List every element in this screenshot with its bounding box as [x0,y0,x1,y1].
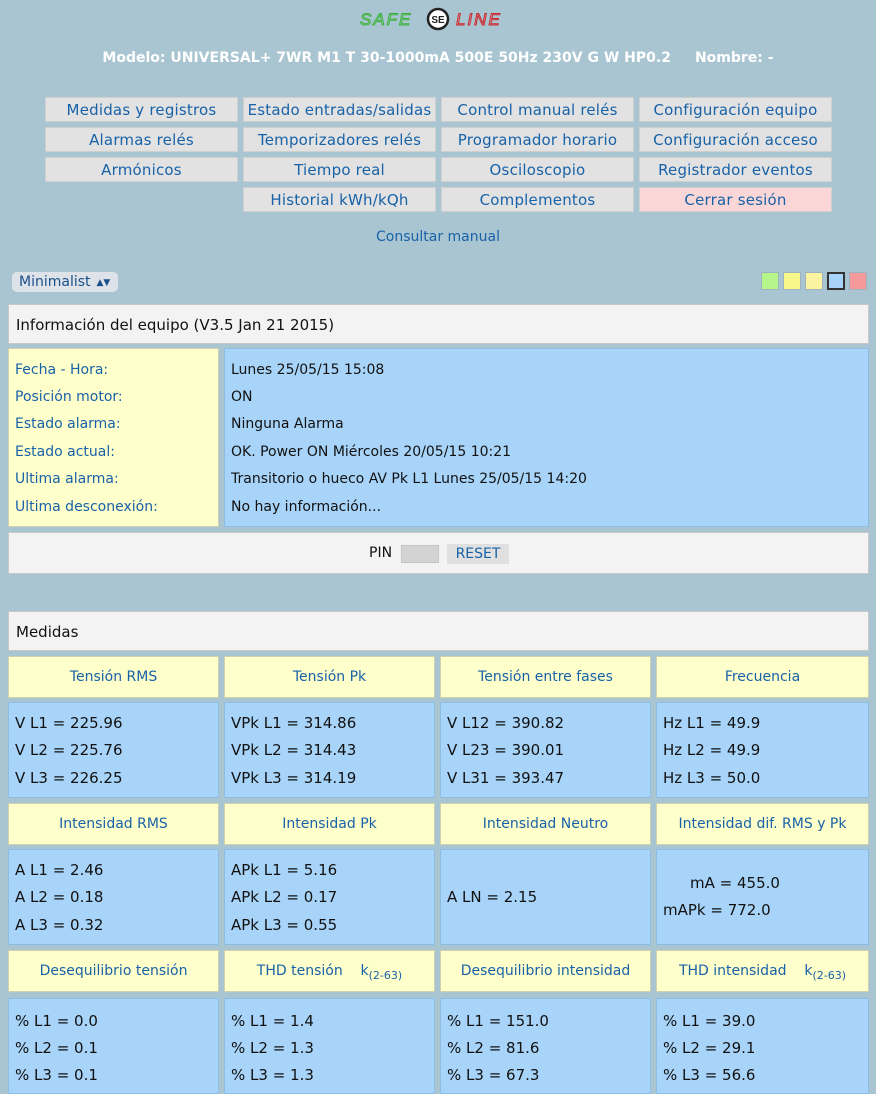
value-line: VPk L1 = 314.86 [231,714,357,732]
reset-button[interactable]: RESET [447,544,509,564]
value-line: Hz L3 = 50.0 [663,769,761,787]
nav-registrador-eventos[interactable]: Registrador eventos [639,157,832,182]
value-line: A L3 = 0.32 [15,916,104,934]
value-line: Hz L2 = 49.9 [663,741,761,759]
value-line: V L12 = 390.82 [447,714,565,732]
theme-select-value: Minimalist [19,274,91,290]
nav-control-manual-reles[interactable]: Control manual relés [441,97,634,122]
value-line: A LN = 2.15 [447,888,538,906]
model-line [0,50,876,66]
info-label: Ultima alarma: [15,471,119,487]
cell-intensidad-neutro [440,849,651,945]
value-line: % L3 = 67.3 [447,1066,540,1084]
pin-label: PIN [369,545,393,561]
head-intensidad-dif: Intensidad dif. RMS y Pk [656,803,869,845]
head-tension-pk: Tensión Pk [224,656,435,698]
value-line: % L3 = 1.3 [231,1066,314,1084]
value-line: % L1 = 39.0 [663,1012,756,1030]
info-title: Información del equipo (V3.5 Jan 21 2015) [16,316,335,334]
value-line: APk L2 = 0.17 [231,888,338,906]
head-desequilibrio-tension: Desequilibrio tensión [8,950,219,992]
info-value-motor: ON [231,389,253,405]
cell-intensidad-rms [8,849,219,945]
nav-osciloscopio[interactable]: Osciloscopio [441,157,634,182]
info-value-last-disconnect: No hay información... [231,499,382,515]
nav-medidas-registros[interactable]: Medidas y registros [45,97,238,122]
head-intensidad-rms: Intensidad RMS [8,803,219,845]
value-line: APk L1 = 5.16 [231,861,338,879]
value-line: APk L3 = 0.55 [231,916,338,934]
head-desequilibrio-intensidad: Desequilibrio intensidad [440,950,651,992]
nav-configuracion-acceso[interactable]: Configuración acceso [639,127,832,152]
value-line: V L31 = 393.47 [447,769,565,787]
logout-button[interactable]: Cerrar sesión [639,187,832,212]
cell-frecuencia [656,702,869,798]
value-line: VPk L2 = 314.43 [231,741,357,759]
head-thd-tension-label: THD tensión [256,963,343,979]
head-thd-intensidad [656,950,869,992]
medidas-section-header [8,611,869,651]
value-line: % L2 = 1.3 [231,1039,314,1057]
cell-tension-rms [8,702,219,798]
nav-estado-entradas-salidas[interactable]: Estado entradas/salidas [243,97,436,122]
nav-tiempo-real[interactable]: Tiempo real [243,157,436,182]
info-value-current-status: OK. Power ON Miércoles 20/05/15 10:21 [231,444,512,460]
info-label: Estado alarma: [15,416,121,432]
value-line: mAPk = 772.0 [663,901,771,919]
info-label: Posición motor: [15,389,123,405]
value-line: A L1 = 2.46 [15,861,104,879]
value-line: % L3 = 56.6 [663,1066,756,1084]
cell-intensidad-pk [224,849,435,945]
k-subscript: (2-63) [812,968,847,982]
device-name: Nombre: - [694,50,774,66]
cell-tension-fases [440,702,651,798]
value-line: % L1 = 0.0 [15,1012,98,1030]
value-line: % L2 = 0.1 [15,1039,98,1057]
nav-armonicos[interactable]: Armónicos [45,157,238,182]
head-intensidad-neutro: Intensidad Neutro [440,803,651,845]
manual-link[interactable]: Consultar manual [376,229,500,245]
logo-badge-text: SE [431,15,445,26]
cell-intensidad-dif [656,849,869,945]
theme-swatch-green[interactable] [761,272,779,290]
head-intensidad-pk: Intensidad Pk [224,803,435,845]
value-line: V L2 = 225.76 [15,741,123,759]
theme-swatch-cream[interactable] [805,272,823,290]
nav-historial-kwh[interactable]: Historial kWh/kQh [243,187,436,212]
cell-tension-pk [224,702,435,798]
nav-temporizadores-reles[interactable]: Temporizadores relés [243,127,436,152]
info-labels-panel [8,348,219,527]
safeline-logo [0,6,876,34]
value-line: V L1 = 225.96 [15,714,123,732]
value-line: % L1 = 151.0 [447,1012,549,1030]
value-line: V L23 = 390.01 [447,741,565,759]
info-value-last-alarm: Transitorio o hueco AV Pk L1 Lunes 25/05/15 14:20 [231,471,587,487]
head-thd-intensidad-label: THD intensidad [678,963,787,979]
value-line: A L2 = 0.18 [15,888,104,906]
nav-alarmas-reles[interactable]: Alarmas relés [45,127,238,152]
head-tension-rms: Tensión RMS [8,656,219,698]
logo-right-text: LINE [456,10,502,29]
nav-programador-horario[interactable]: Programador horario [441,127,634,152]
medidas-title: Medidas [16,623,79,641]
info-label: Estado actual: [15,444,115,460]
value-line: mA = 455.0 [690,874,780,892]
k-subscript: (2-63) [368,968,403,982]
theme-swatch-blue[interactable] [827,272,845,290]
value-line: % L3 = 0.1 [15,1066,98,1084]
value-line: Hz L1 = 49.9 [663,714,761,732]
nav-complementos[interactable]: Complementos [441,187,634,212]
pin-input[interactable] [401,545,439,563]
value-line: % L2 = 81.6 [447,1039,540,1057]
value-line: VPk L3 = 314.19 [231,769,357,787]
info-value-datetime: Lunes 25/05/15 15:08 [231,362,385,378]
head-frecuencia: Frecuencia [656,656,869,698]
k-label: k [360,963,369,979]
info-values-panel [224,348,869,527]
model-text: Modelo: UNIVERSAL+ 7WR M1 T 30-1000mA 500E 50Hz 230V G W HP0.2 [102,50,671,66]
theme-swatch-red[interactable] [849,272,867,290]
logo-left-text: SAFE [360,10,413,29]
value-line: % L1 = 1.4 [231,1012,314,1030]
theme-select[interactable] [12,272,118,292]
nav-configuracion-equipo[interactable]: Configuración equipo [639,97,832,122]
head-tension-fases: Tensión entre fases [440,656,651,698]
info-label: Fecha - Hora: [15,362,109,378]
value-line: V L3 = 226.25 [15,769,123,787]
info-section-header [8,304,869,344]
info-value-alarm-status: Ninguna Alarma [231,416,344,432]
k-label: k [804,963,813,979]
pin-bar [8,532,869,574]
info-label: Ultima desconexión: [15,499,158,515]
theme-swatch-yellow[interactable] [783,272,801,290]
head-thd-tension [224,950,435,992]
select-arrows-icon: ▲▼ [96,278,111,288]
value-line: % L2 = 29.1 [663,1039,756,1057]
